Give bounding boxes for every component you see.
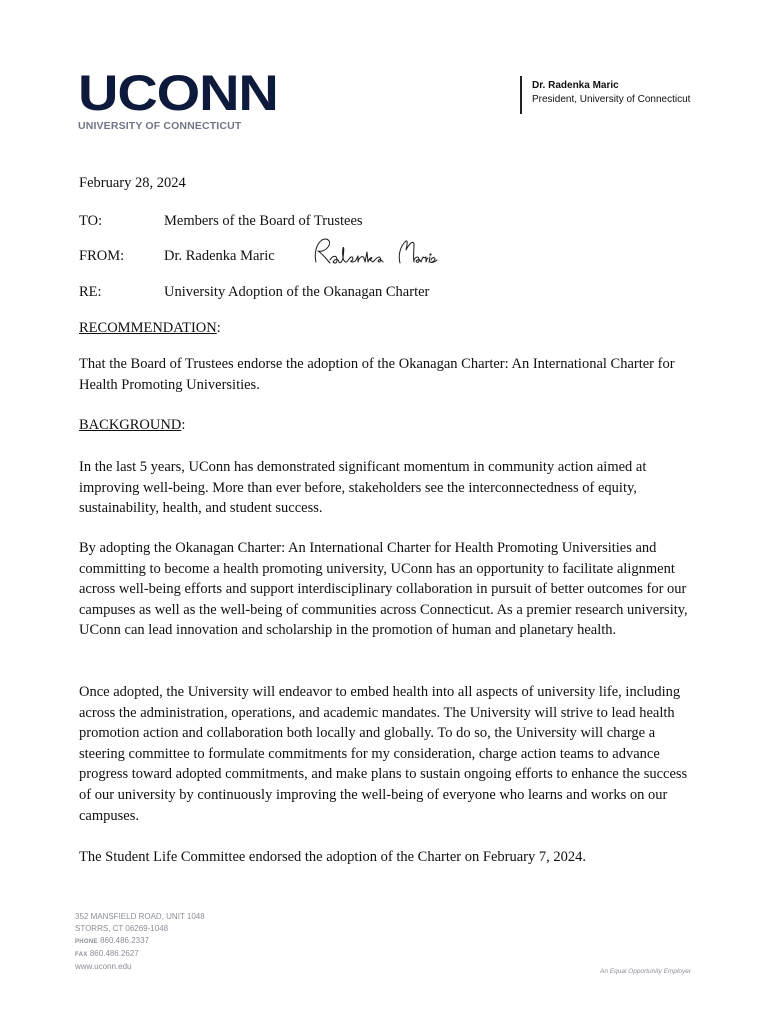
to-value: Members of the Board of Trustees [164,213,363,229]
background-paragraph-2: By adopting the Okanagan Charter: An International Charter for Health Promoting Universities and committing to become a health promoting university, UConn has an opportunity to facilitate alignment across well-being efforts and support interdisciplinary collaboration in pursuit of better outcomes for our campuses as well as the well-being of communities across Connecticut. As a premier research university, UConn can lead innovation and scholarship in the promotion of human and planetary health. [79,540,688,639]
signature-graphic [310,236,440,270]
logo-wordmark: UCONN [78,65,278,121]
recommendation-text: That the Board of Trustees endorse the adoption of the Okanagan Charter: An International Charter for Health Promoting Universities. [79,356,675,393]
phone-label: PHONE [75,939,98,945]
background-paragraph-3: Once adopted, the University will endeavor to embed health into all aspects of university life, including across the administration, operations, and academic mandates. The University will strive to lead health promotion action and collaboration both locally and globally. To do so, the University will charge a steering committee to formulate commitments for my consideration, charge action teams to advance progress toward adopted commitments, and make plans to sustain ongoing efforts to enhance the success of our university by continuously improving the well-being of everyone who learns and works on our campuses. [79,684,688,824]
address-line-1: 352 MANSFIELD ROAD, UNIT 1048 [75,912,205,921]
president-title: President, University of Connecticut [532,94,691,105]
fax-line [75,948,205,961]
website: www.uconn.edu [75,962,132,971]
recommendation-heading-line [79,318,221,339]
from-label: FROM: [79,248,125,264]
fax-number: 860.486.2627 [89,949,139,958]
address-line-2: STORRS, CT 06269-1048 [75,924,169,933]
recommendation-heading: RECOMMENDATION [79,320,217,336]
uconn-logo [78,65,278,132]
memo-date: February 28, 2024 [79,175,186,191]
signature [310,236,440,275]
background-colon: : [181,417,186,433]
logo-subtitle: UNIVERSITY OF CONNECTICUT [78,120,242,132]
background-heading-line [79,415,185,436]
background-heading: BACKGROUND [79,417,182,433]
background-paragraph-4: The Student Life Committee endorsed the adoption of the Charter on February 7, 2024. [79,849,586,865]
equal-opportunity-note: An Equal Opportunity Employer [600,968,692,975]
to-label: TO: [79,213,103,229]
re-label: RE: [79,284,102,300]
footer-address-block [75,911,205,973]
re-value: University Adoption of the Okanagan Charter [164,284,430,300]
phone-line [75,935,205,948]
president-block [520,76,690,114]
phone-number: 860.486.2337 [100,936,150,945]
fax-label: FAX [75,952,88,958]
president-name: Dr. Radenka Maric [532,80,619,91]
from-value: Dr. Radenka Maric [164,248,275,264]
background-paragraph-1: In the last 5 years, UConn has demonstrated significant momentum in community action aimed at improving well-being. More than ever before, stakeholders see the interconnectedness of equity, sustainability, health, and student success. [79,459,647,517]
recommendation-colon: : [216,320,221,336]
